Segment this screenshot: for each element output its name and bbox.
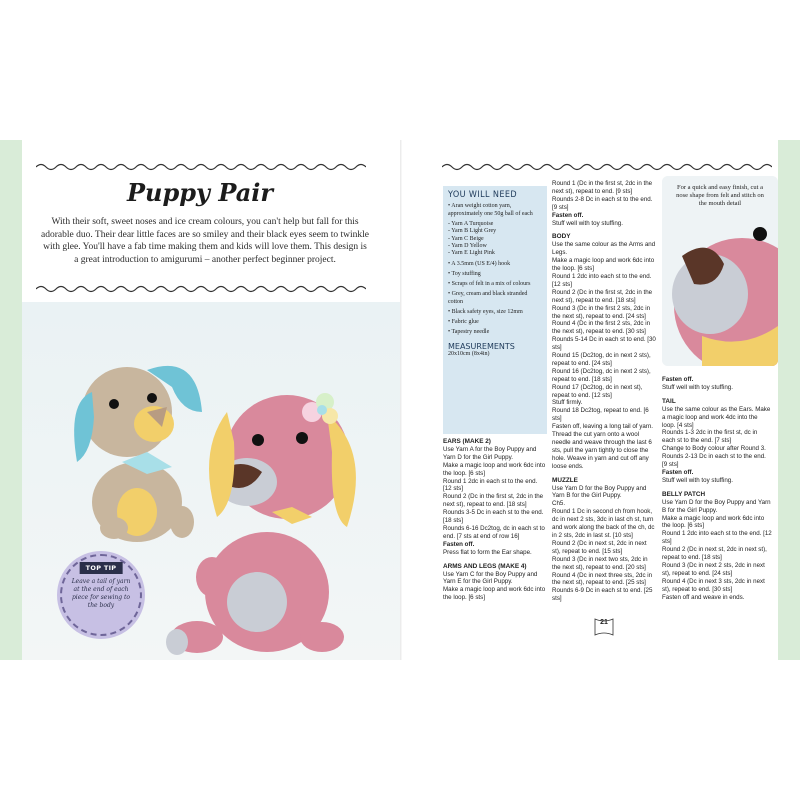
instruction-line: Rounds 3-5 Dc in each st to the end. [18 sts]: [443, 509, 544, 525]
section-heading: ARMS AND LEGS (MAKE 4): [443, 562, 527, 570]
need-item: • A 3.5mm (US E/4) hook: [448, 260, 511, 267]
need-item: • Black safety eyes, size 12mm: [448, 308, 523, 315]
instruction-line: Stuff firmly.: [552, 399, 583, 407]
instruction-line: Fasten off.: [552, 211, 584, 219]
instruction-line: Fasten off, leaving a long tail of yarn. Thread the cut yarn onto a wool needle and weave through the last 6 sts, pull the yarn tightly to close the hole. Weave in yarn and cut off any loose ends.: [552, 423, 654, 470]
measurements-title: MEASUREMENTS: [448, 342, 515, 352]
instruction-line: Use Yarn C for the Boy Puppy and Yarn E for the Girl Puppy.: [443, 570, 538, 586]
page-title: Puppy Pair: [126, 178, 274, 207]
page-number-frame: [593, 617, 615, 637]
instruction-line: Stuff well with toy stuffing.: [552, 219, 623, 227]
instruction-line: Make a magic loop and work 6dc into the loop. [6 sts]: [552, 257, 655, 273]
instruction-line: Round 3 (Dc in the first 2 sts, 2dc in the next st), repeat to end. [24 sts]: [552, 304, 651, 320]
instruction-line: Use the same colour as the Ears. Make a magic loop and work 4dc into the loop. [4 sts]: [662, 405, 771, 429]
instruction-line: Make a magic loop and work 6dc into the loop. [6 sts]: [662, 514, 765, 530]
section-heading: BODY: [552, 233, 571, 241]
body-muzzle-column: [552, 180, 656, 603]
top-tip-label: TOP TIP: [80, 562, 123, 574]
instruction-line: Round 3 (Dc in next two sts, 2dc in the next st), repeat to end. [20 sts]: [552, 555, 648, 571]
instruction-line: Rounds 1-3 2dc in the first st, dc in each st to the end. [7 sts]: [662, 429, 758, 445]
instruction-line: Stuff well with toy stuffing.: [662, 476, 733, 484]
instruction-line: Use Yarn D for the Boy Puppy and Yarn B for the Girl Puppy.: [552, 484, 647, 500]
need-item: • Grey, cream and black stranded cotton: [448, 291, 528, 305]
instruction-line: Rounds 6-9 Dc in each st to end. [25 sts]: [552, 587, 653, 603]
instruction-line: Round 1 2dc into each st to the end. [12 sts]: [552, 272, 652, 288]
instruction-line: Round 2 (Dc in next st, 2dc in next st), repeat to end. [18 sts]: [662, 546, 767, 562]
instruction-line: Round 4 (Dc in next 3 sts, 2dc in next st), repeat to end. [30 sts]: [662, 577, 765, 593]
section-heading: BELLY PATCH: [662, 490, 706, 498]
need-item: • Scraps of felt in a mix of colours: [448, 280, 531, 287]
instruction-line: Stuff well with toy stuffing.: [662, 383, 733, 391]
instruction-line: Fasten off and weave in ends.: [662, 593, 745, 601]
instruction-line: Ch5.: [552, 500, 566, 508]
instruction-line: Round 18 Dc2tog, repeat to end. [6 sts]: [552, 407, 649, 423]
instruction-line: Round 1 (Dc in the first st, 2dc in the next st), repeat to end. [9 sts]: [552, 180, 653, 195]
instruction-line: Use Yarn D for the Boy Puppy and Yarn B for the Girl Puppy.: [662, 498, 771, 514]
instruction-line: Use Yarn A for the Boy Puppy and Yarn D for the Girl Puppy.: [443, 445, 537, 461]
inset-caption: For a quick and easy finish, cut a nose shape from felt and stitch on the mouth detail: [676, 184, 764, 207]
you-will-need-title: YOU WILL NEED: [448, 190, 518, 200]
top-tip-badge: [60, 554, 142, 636]
wavy-divider-bottom: [36, 284, 366, 294]
section-heading: EARS (MAKE 2): [443, 438, 491, 445]
need-item: • Aran weight cotton yarn, approximately one 50g ball of each: [448, 203, 533, 217]
page-gutter: [400, 140, 402, 660]
instruction-line: Round 4 (Dc in the first 2 sts, 2dc in the next st), repeat to end. [30 sts]: [552, 320, 651, 336]
yarn-a: - Yarn A Turquoise: [448, 220, 494, 227]
ears-arms-column: [443, 438, 547, 602]
instruction-line: Rounds 6-16 Dc2tog, dc in each st to end. [7 sts at end of row 16]: [443, 524, 545, 540]
page-number: 21: [600, 619, 608, 626]
instruction-line: Round 2 (Dc in next st, 2dc in next st), repeat to end. [15 sts]: [552, 539, 647, 555]
yarn-e: - Yarn E Light Pink: [448, 250, 495, 257]
instruction-line: Rounds 2-13 Dc in each st to the end. [9 sts]: [662, 453, 766, 469]
page-side-band-left: [0, 140, 22, 660]
instruction-line: Fasten off.: [662, 376, 694, 383]
yarn-c: - Yarn C Beige: [448, 235, 484, 242]
instruction-line: Use the same colour as the Arms and Legs.: [552, 241, 656, 257]
you-will-need-box: [443, 186, 547, 434]
wavy-divider-top: [36, 162, 366, 172]
yarn-d: - Yarn D Yellow: [448, 242, 487, 249]
instruction-line: Fasten off.: [662, 468, 694, 476]
instruction-line: Round 2 (Dc in the first st, 2dc in the next st), repeat to end. [18 sts]: [552, 288, 653, 304]
page-side-band-right: [778, 140, 800, 660]
instruction-line: Round 16 (Dc2tog, dc in next 2 sts), repeat to end. [18 sts]: [552, 367, 651, 383]
need-item: • Toy stuffing: [448, 270, 481, 277]
instruction-line: Round 1 2dc in each st to the end. [12 sts]: [443, 477, 538, 493]
measurements-value: 20x10cm (8x4in): [448, 351, 490, 358]
need-item: • Fabric glue: [448, 318, 479, 325]
instruction-line: Round 2 (Dc in the first st, 2dc in the next st), repeat to end. [18 sts]: [443, 493, 544, 509]
section-heading: MUZZLE: [552, 476, 578, 484]
instruction-line: Round 1 Dc in second ch from hook, dc in next 2 sts, 3dc in last ch st, turn and work along the back of the ch, dc in 2 sts, 2dc in last st. [10 sts]: [552, 508, 655, 539]
instruction-line: Round 3 (Dc in next 2 sts, 2dc in next st), repeat to end. [24 sts]: [662, 561, 765, 577]
tail-belly-column: [662, 376, 772, 601]
instruction-line: Round 1 2dc into each st to the end. [12 sts]: [662, 530, 772, 546]
instruction-line: Round 15 (Dc2tog, dc in next 2 sts), repeat to end. [24 sts]: [552, 352, 651, 367]
yarn-b: - Yarn B Light Grey: [448, 228, 497, 235]
wavy-divider-right-top: [442, 162, 772, 172]
instruction-line: Change to Body colour after Round 3.: [662, 445, 766, 453]
instruction-line: Fasten off.: [443, 540, 475, 548]
instruction-line: Round 17 (Dc2tog, dc in next st), repeat to end. [12 sts]: [552, 383, 643, 399]
instruction-line: Rounds 2-8 Dc in each st to the end. [9 sts]: [552, 195, 653, 211]
need-item: • Tapestry needle: [448, 328, 490, 335]
instruction-line: Make a magic loop and work 6dc into the loop. [6 sts]: [443, 461, 546, 477]
intro-paragraph: With their soft, sweet noses and ice cream colours, you can't help but fall for this adorable duo. Their dear little faces are so smiley and their black eyes seem to twinkle with glee. You'll have a fab time making them and kids will love them. This design is a great introduction to amigurumi – another perfect beginner project.: [41, 217, 369, 265]
instruction-line: Press flat to form the Ear shape.: [443, 548, 532, 556]
top-tip-text: Leave a tail of yarn at the end of each piece for sewing to the body: [71, 578, 131, 609]
section-heading: TAIL: [662, 397, 676, 405]
instruction-line: Make a magic loop and work 6dc into the loop. [6 sts]: [443, 586, 546, 602]
instruction-line: Round 4 (Dc in next three sts, 2dc in the next st), repeat to end. [25 sts]: [552, 571, 653, 587]
instruction-line: Rounds 5-14 Dc in each st to end. [30 sts]: [552, 336, 656, 352]
